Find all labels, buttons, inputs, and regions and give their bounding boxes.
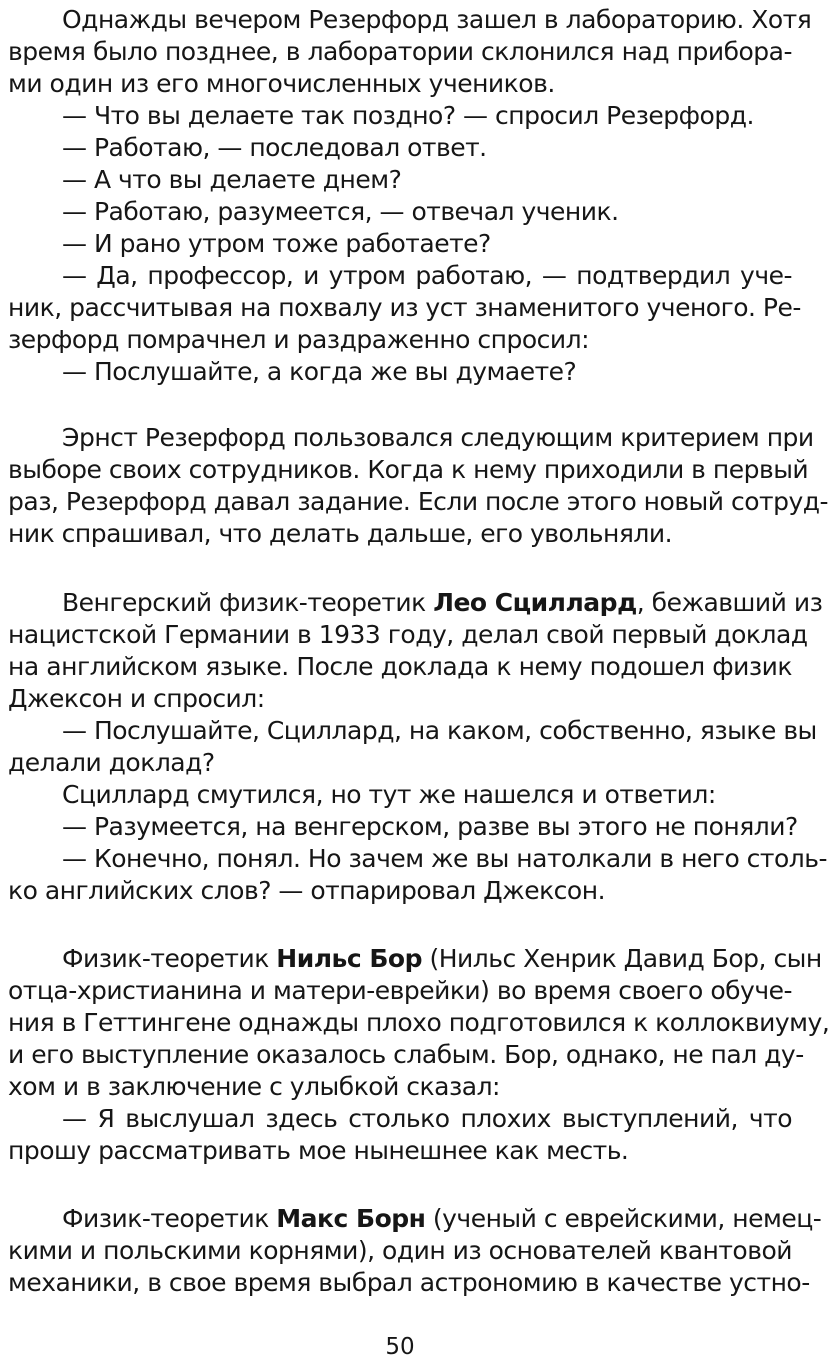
dialogue-line: — Я выслушал здесь столько плохих выступлений, что [62, 1104, 792, 1133]
dialogue-line: — Конечно, понял. Но зачем же вы натолкали в него столь- [62, 844, 828, 873]
text-line: Физик-теоретик Нильс Бор (Нильс Хенрик Давид Бор, сын [62, 944, 822, 973]
text-line: Сциллард смутился, но тут же нашелся и ответил: [62, 780, 716, 809]
dialogue-line: — Разумеется, на венгерском, разве вы этого не поняли? [62, 812, 798, 841]
text-line: ния в Геттингене однажды плохо подготовился к коллоквиуму, [8, 1008, 829, 1037]
text-line: зерфорд помрачнел и раздраженно спросил: [8, 325, 590, 354]
text-line: механики, в свое время выбрал астрономию в качестве устно- [8, 1268, 810, 1297]
text-line: ник спрашивал, что делать дальше, его увольняли. [8, 519, 673, 548]
text-line: нацистской Германии в 1933 году, делал свой первый доклад [8, 620, 808, 649]
text-line: Физик-теоретик Макс Борн (ученый с еврейскими, немец- [62, 1204, 822, 1233]
text-line: делали доклад? [8, 748, 215, 777]
text-line: Джексон и спросил: [8, 684, 265, 713]
text-line: ник, рассчитывая на похвалу из уст знаменитого ученого. Ре- [8, 293, 801, 322]
text-line: выборе своих сотрудников. Когда к нему приходили в первый [8, 455, 809, 484]
dialogue-line: — Работаю, разумеется, — отвечал ученик. [62, 197, 619, 226]
person-name: Макс Борн [276, 1204, 426, 1233]
text-line: и его выступление оказалось слабым. Бор, однако, не пал ду- [8, 1040, 804, 1069]
text-line: ко английских слов? — отпарировал Джексон. [8, 876, 606, 905]
text-line: кими и польскими корнями), один из основателей квантовой [8, 1236, 792, 1265]
text-line: ми один из его многочисленных учеников. [8, 69, 555, 98]
text-line: время было позднее, в лаборатории склонился над прибора- [8, 37, 792, 66]
person-name: Лео Сциллард [433, 588, 637, 617]
dialogue-line: — И рано утром тоже работаете? [62, 229, 491, 258]
text-line: прошу рассматривать мое нынешнее как месть. [8, 1136, 629, 1165]
text-line: Венгерский физик-теоретик Лео Сциллард, бежавший из [62, 588, 823, 617]
dialogue-line: — А что вы делаете днем? [62, 165, 402, 194]
dialogue-line: — Да, профессор, и утром работаю, — подтвердил уче- [62, 261, 792, 290]
text-line: на английском языке. После доклада к нему подошел физик [8, 652, 792, 681]
dialogue-line: — Послушайте, а когда же вы думаете? [62, 357, 577, 386]
page-number: 50 [385, 1334, 415, 1360]
text-line: хом и в заключение с улыбкой сказал: [8, 1072, 500, 1101]
text-line: раз, Резерфорд давал задание. Если после этого новый сотруд- [8, 487, 829, 516]
dialogue-line: — Послушайте, Сциллард, на каком, собственно, языке вы [62, 716, 817, 745]
dialogue-line: — Что вы делаете так поздно? — спросил Резерфорд. [62, 101, 754, 130]
person-name: Нильс Бор [276, 944, 422, 973]
text-line: Однажды вечером Резерфорд зашел в лабораторию. Хотя [62, 5, 812, 34]
text-line: Эрнст Резерфорд пользовался следующим критерием при [62, 423, 814, 452]
dialogue-line: — Работаю, — последовал ответ. [62, 133, 487, 162]
text-line: отца-христианина и матери-еврейки) во время своего обуче- [8, 976, 792, 1005]
